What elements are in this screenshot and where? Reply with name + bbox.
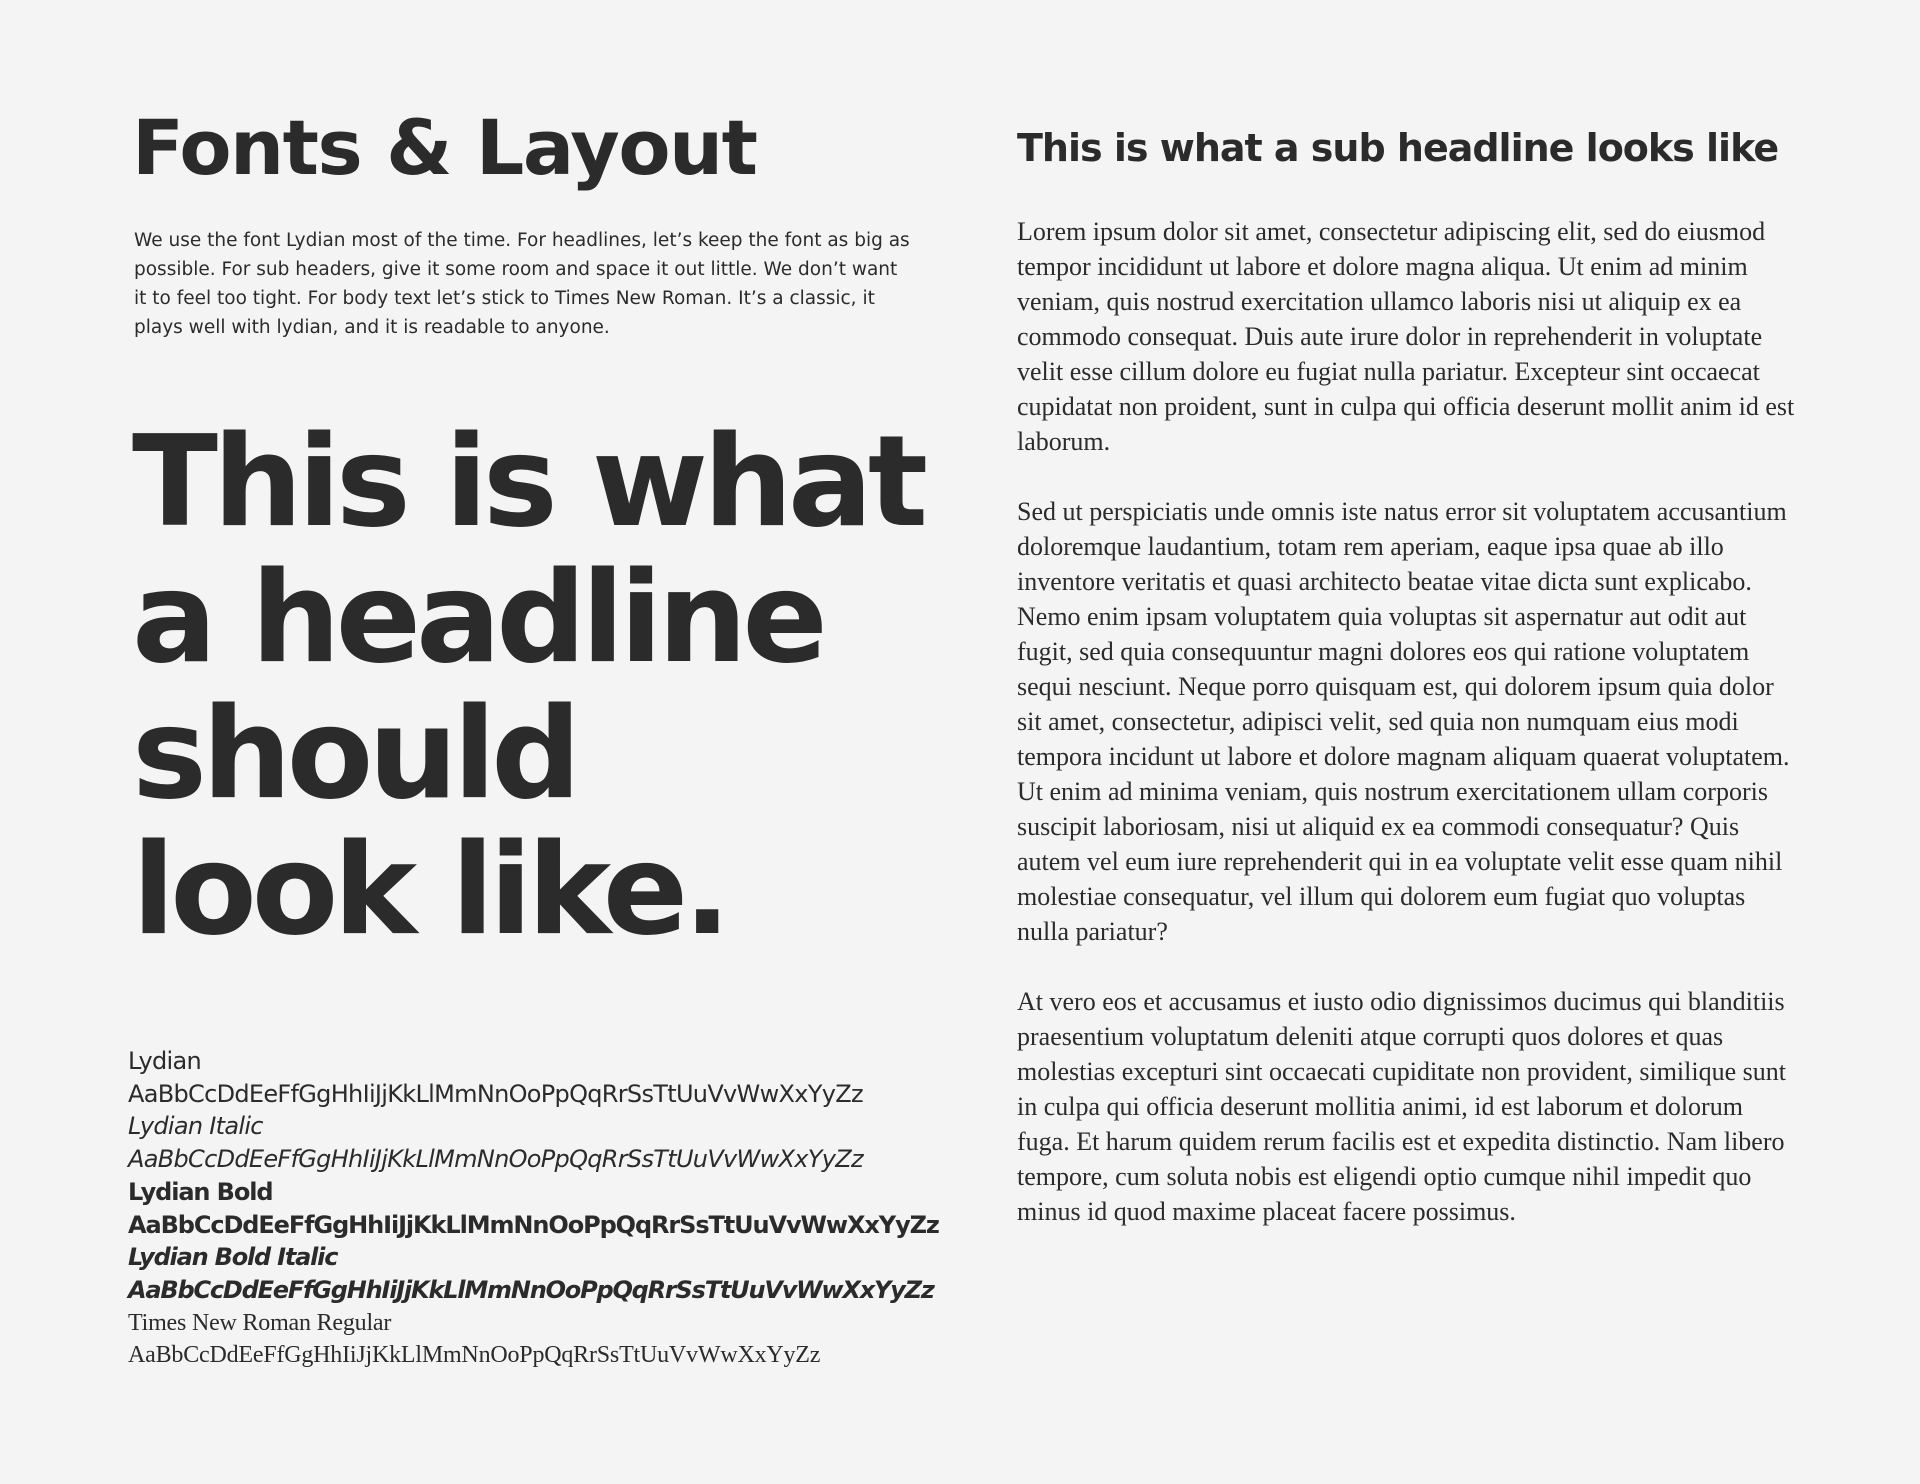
specimen-times-name: Times New Roman Regular	[128, 1309, 392, 1336]
specimen-lydian-sample: AaBbCcDdEeFfGgHhIiJjKkLlMmNnOoPpQqRrSsTtUuVvWwXxYyZz	[128, 1079, 863, 1108]
body-paragraph-2: Sed ut perspiciatis unde omnis iste natus error sit voluptatem accusantium doloremque laudantium, totam rem aperiam, eaque ipsa quae ab illo inventore veritatis et quasi architecto beatae vitae dicta sunt explicabo. Nemo enim ipsam voluptatem quia voluptas sit aspernatur aut odit aut fugit, sed quia consequuntur magni dolores eos qui ratione voluptatem sequi nesciunt. Neque porro quisquam est, qui dolorem ipsum quia dolor sit amet, consectetur, adipisci velit, sed quia non numquam eius modi tempora incidunt ut labore et dolore magnam aliquam quaerat voluptatem. Ut enim ad minima veniam, quis nostrum exercitationem ullam corporis suscipit laboriosam, nisi ut aliquid ex ea commodi consequatur? Quis autem vel eum iure reprehenderit qui in ea voluptate velit esse quam nihil molestiae consequatur, vel illum qui dolorem eum fugiat quo voluptas nulla pariatur?	[1017, 496, 1790, 946]
specimen-lydian-name: Lydian	[128, 1047, 201, 1075]
right-column	[1017, 128, 1797, 1264]
page-title: Fonts & Layout	[132, 103, 757, 192]
headline-line-4: look like.	[132, 816, 727, 963]
specimen-lydian-italic-name: Lydian Italic	[128, 1112, 263, 1141]
sub-headline: This is what a sub headline looks like	[1017, 126, 1779, 170]
headline-line-2: a headline	[132, 544, 823, 691]
specimen-lydian-bold-name: Lydian Bold	[128, 1177, 273, 1206]
specimen-times-sample: AaBbCcDdEeFfGgHhIiJjKkLlMmNnOoPpQqRrSsTtUuVvWwXxYyZz	[128, 1342, 821, 1369]
headline-line-1: This is what	[132, 408, 924, 555]
left-column	[128, 103, 968, 963]
headline-line-3: should	[132, 680, 577, 827]
intro-paragraph: We use the font Lydian most of the time. For headlines, let’s keep the font as big as possible. For sub headers, give it some room and space it out little. We don’t want it to feel too tight. For body text let’s stick to Times New Roman. It’s a classic, it plays well with lydian, and it is readable to anyone.	[134, 230, 910, 338]
specimen-lydian-bold-italic-sample: AaBbCcDdEeFfGgHhIiJjKkLlMmNnOoPpQqRrSsTtUuVvWwXxYyZz	[128, 1275, 934, 1304]
headline-example	[132, 408, 968, 963]
body-paragraph-3: At vero eos et accusamus et iusto odio dignissimos ducimus qui blanditiis praesentium voluptatum deleniti atque corrupti quos dolores et quas molestias excepturi sint occaecati cupiditate non provident, similique sunt in culpa qui officia deserunt mollitia animi, id est laborum et dolorum fuga. Et harum quidem rerum facilis est et expedita distinctio. Nam libero tempore, cum soluta nobis est eligendi optio cumque nihil impedit quo minus id quod maxime placeat facere possimus.	[1017, 986, 1786, 1226]
font-specimens	[128, 1045, 968, 1372]
specimen-lydian-bold-italic-name: Lydian Bold Italic	[128, 1243, 338, 1272]
specimen-lydian-italic-sample: AaBbCcDdEeFfGgHhIiJjKkLlMmNnOoPpQqRrSsTtUuVvWwXxYyZz	[128, 1145, 863, 1174]
specimen-lydian-bold-sample: AaBbCcDdEeFfGgHhIiJjKkLlMmNnOoPpQqRrSsTtUuVvWwXxYyZz	[128, 1210, 939, 1239]
body-paragraph-1: Lorem ipsum dolor sit amet, consectetur adipiscing elit, sed do eiusmod tempor incididunt ut labore et dolore magna aliqua. Ut enim ad minim veniam, quis nostrud exercitation ullamco laboris nisi ut aliquip ex ea commodo consequat. Duis aute irure dolor in reprehenderit in voluptate velit esse cillum dolore eu fugiat nulla pariatur. Excepteur sint occaecat cupidatat non proident, sunt in culpa qui officia deserunt mollit anim id est laborum.	[1017, 216, 1795, 456]
